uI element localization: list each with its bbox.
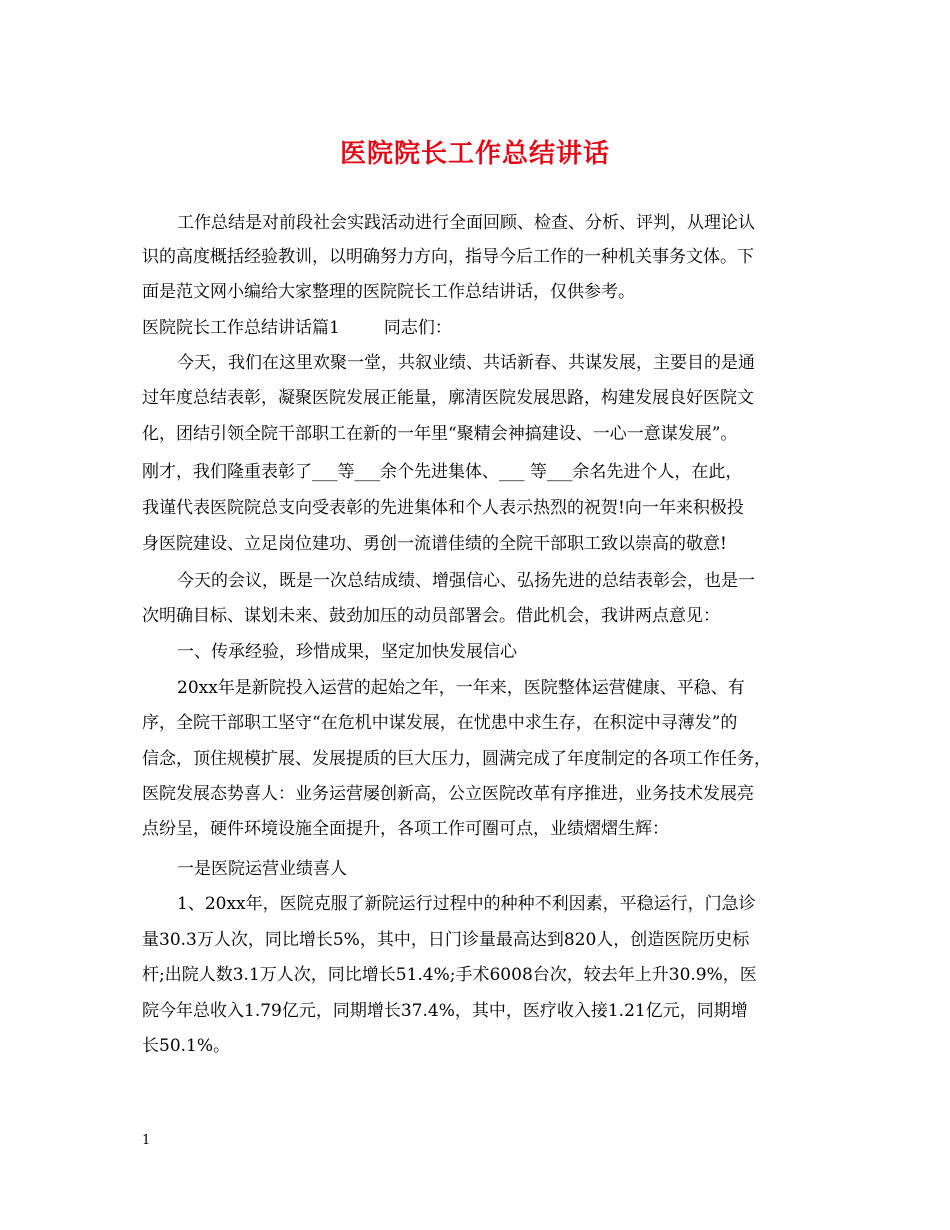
paragraph-line: 身医院建设、立足岗位建功、勇创一流谱佳绩的全院干部职工致以崇高的敬意!	[142, 534, 727, 554]
paragraph-line: 今天的会议，既是一次总结成绩、增强信心、弘扬先进的总结表彰会，也是一	[177, 571, 755, 591]
paragraph-line: 刚才，我们隆重表彰了___等___余个先进集体、___ 等___余名先进个人，在此，	[142, 462, 743, 482]
paragraph-line: 序，全院干部职工坚守“在危机中谋发展，在忧患中求生存，在积淀中寻薄发”的	[142, 713, 738, 733]
section-heading-line	[142, 317, 822, 339]
paragraph-line: 识的高度概括经验教训，以明确努力方向，指导今后工作的一种机关事务文体。下	[142, 247, 754, 267]
paragraph-line: 杆;出院人数3.1万人次，同比增长51.4%;手术6008台次，较去年上升30.9%，医	[142, 965, 757, 985]
paragraph-line: 面是范文网小编给大家整理的医院院长工作总结讲话，仅供参考。	[142, 282, 635, 302]
section-heading: 医院院长工作总结讲话篇1	[142, 318, 340, 338]
paragraph-line: 量30.3万人次，同比增长5%，其中，日门诊量最高达到820人，创造医院历史标	[142, 930, 750, 950]
paragraph-line: 医院发展态势喜人：业务运营屡创新高，公立医院改革有序推进，业务技术发展亮	[142, 784, 754, 804]
paragraph-line: 20xx年是新院投入运营的起始之年，一年来，医院整体运营健康、平稳、有	[177, 678, 745, 698]
paragraph-line: 1、20xx年，医院克服了新院运行过程中的种种不利因素，平稳运行，门急诊	[177, 894, 756, 914]
paragraph-line: 过年度总结表彰，凝聚医院发展正能量，廓清医院发展思路，构建发展良好医院文	[142, 388, 754, 408]
paragraph-line: 次明确目标、谋划未来、鼓劲加压的动员部署会。借此机会，我讲两点意见：	[142, 606, 720, 626]
paragraph-line: 工作总结是对前段社会实践活动进行全面回顾、检查、分析、评判，从理论认	[177, 213, 755, 233]
document-title: 医院院长工作总结讲话	[339, 139, 610, 169]
paragraph-line: 化，团结引领全院干部职工在新的一年里“聚精会神搞建设、一心一意谋发展”。	[142, 424, 738, 444]
salutation: 同志们：	[383, 318, 452, 338]
paragraph-line: 院今年总收入1.79亿元，同期增长37.4%，其中，医疗收入接1.21亿元，同期增	[142, 1001, 748, 1021]
paragraph-line: 今天，我们在这里欢聚一堂，共叙业绩、共话新春、共谋发展，主要目的是通	[177, 353, 755, 373]
paragraph-line: 点纷呈，硬件环境设施全面提升，各项工作可圈可点，业绩熠熠生辉：	[142, 819, 669, 839]
subheading-line: 一是医院运营业绩喜人	[177, 859, 347, 879]
subheading-line: 一、传承经验，珍惜成果，坚定加快发展信心	[177, 642, 517, 662]
page-number: 1	[142, 1133, 151, 1148]
paragraph-line: 长50.1%。	[142, 1036, 231, 1056]
paragraph-line: 我谨代表医院院总支向受表彰的先进集体和个人表示热烈的祝贺!向一年来积极投	[142, 498, 744, 518]
paragraph-line: 信念，顶住规模扩展、发展提质的巨大压力，圆满完成了年度制定的各项工作任务，	[142, 749, 771, 769]
